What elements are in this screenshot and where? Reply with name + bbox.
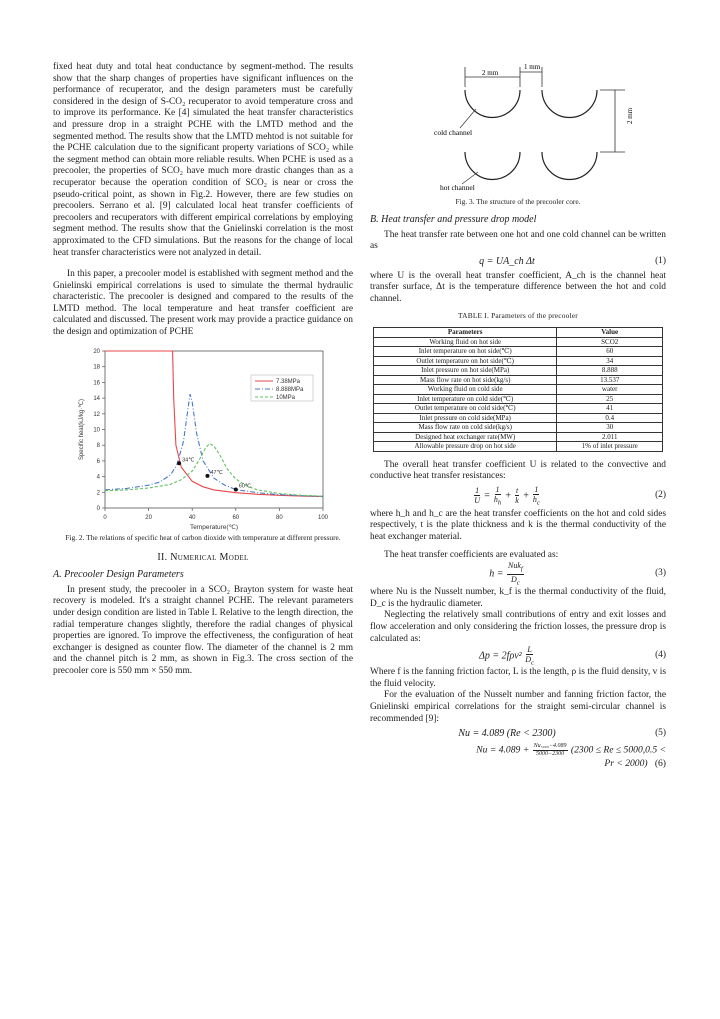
plot-frame xyxy=(105,351,323,508)
table-cell-parameter: Inlet pressure on cold side(MPa) xyxy=(374,413,557,423)
dim-label-2mm: 2 mm xyxy=(482,69,499,77)
table-caption: TABLE I. Parameters of the precooler xyxy=(458,310,578,320)
table-row xyxy=(374,432,663,442)
subsection-title: B. Heat transfer and pressure drop model xyxy=(370,214,537,225)
section-title: II. Numerical Model xyxy=(157,551,249,563)
y-tick-label: 6 xyxy=(96,458,100,465)
table-row xyxy=(374,394,663,404)
body-paragraph: In present study, the precooler in a SCO₂ Brayton system for waste heat recovery is modeled. It's a straight channel PCHE. The relevant parameters under design condition are listed in Table I. Relative to the length direction, the radial temperature changes slightly, therefore the radial changes of physical properties are ignored. To improve the effectiveness, the configuration of heat exchanger is designed as counter flow. The diameter of the channel is 2 mm and the channel pitch is 2 mm, as shown in Fig.3. The cross section of the precooler core is 550 mm × 550 mm. xyxy=(53,584,353,676)
marker-label: 60℃ xyxy=(238,483,252,490)
table-row xyxy=(374,404,663,414)
table-cell-value: 2.011 xyxy=(557,432,663,442)
table-cell-value: 34 xyxy=(557,356,663,366)
fig3-caption: Fig. 3. The structure of the precooler core. xyxy=(455,197,581,206)
y-axis-label: Specific heat(kJ/kg·℃) xyxy=(79,398,85,460)
table-cell-parameter: Working fluid on hot side xyxy=(374,337,557,347)
equation-2: $\frac{1}{U}$ = $\frac{1}{h_h}$ + $\frac{t}{k}$ + $\frac{1}{h_c}$ (2) xyxy=(474,484,666,507)
x-axis-label: Temperature(℃) xyxy=(189,523,239,531)
table-cell-value: 41 xyxy=(557,404,663,414)
table-cell-value: 25 xyxy=(557,394,663,404)
body-paragraph: The heat transfer coefficients are evaluated as: xyxy=(384,549,559,560)
table-row xyxy=(374,337,663,347)
fig3-diagram xyxy=(370,62,666,197)
marker-point xyxy=(177,461,181,465)
y-tick-label: 10 xyxy=(93,427,100,434)
table-cell-parameter: Designed heat exchanger rate(MW) xyxy=(374,432,557,442)
table-cell-parameter: Outlet temperature on hot side(℃) xyxy=(374,356,557,366)
table-cell-value: 13.537 xyxy=(557,375,663,385)
right-column xyxy=(370,62,666,770)
table-cell-value: 1% of inlet pressure xyxy=(557,442,663,452)
table-row xyxy=(374,423,663,433)
equation-3: h = $\frac{Nuk_f}{D_c}$ (3) xyxy=(489,561,666,587)
body-paragraph: The heat transfer rate between one hot and one cold channel can be written as xyxy=(370,229,666,252)
y-tick-label: 4 xyxy=(96,474,100,481)
legend-label: 10MPa xyxy=(276,394,296,401)
x-tick-label: 40 xyxy=(188,514,196,521)
equation-5: Nu = 4.089 (Re < 2300) (5) xyxy=(458,728,666,740)
table-cell-parameter: Inlet temperature on cold side(℃) xyxy=(374,394,557,404)
table-cell-parameter: Working fluid on cold side xyxy=(374,385,557,395)
legend-label: 7.38MPa xyxy=(276,378,301,385)
hot-channel-shape xyxy=(542,152,597,180)
y-tick-label: 0 xyxy=(96,505,100,512)
body-paragraph: fixed heat duty and total heat conductance by segment-method. The results show that the sharp changes of properties have significant influences on the performance of recuperator, and the design parameters must be carefully considered in the design of S-CO₂ recuperator to avoid temperature cross and to improve its performance. Ke [4] simulated the heat transfer characteristics and pressure drop in a straight PCHE with the LMTD method and the segmented method. The results show that the LMTD mehtod is not suitable for the PCHE calculation due to the significant property variations of SCO₂ while the segment method can obtain more reliable results. When PCHE is used as a precooler, the properties of SCO₂ have much more drastic changes than as a recuperator because the operation condition of SCO₂ is near or cross the pseudo-critical point, as shown in Fig.2. However, there are few studies on precoolers. Serrano et al. [9] calculated local heat transfer coefficients of precoolers and recuperators with different empirical correlations by employing segment method. The results show that the Gnielinski correlation is the most approximated to the CFD simulations. But the reasons for the change of local heat transfer characteristics were not analyzed in detail. xyxy=(53,62,353,258)
y-tick-label: 12 xyxy=(93,411,100,418)
table-cell-parameter: Mass flow rate on cold side(kg/s) xyxy=(374,423,557,433)
x-tick-label: 60 xyxy=(232,514,240,521)
table-cell-parameter: Inlet pressure on hot side(MPa) xyxy=(374,366,557,376)
body-paragraph: In this paper, a precooler model is established with segment method and the Gnielinski empirical correlations is used to simulate the thermal hydraulic characteristic. The precooler is designed and compared to the results of the LMTD method. The local temperature and heat transfer coefficient are calculated and discussed. The present work may provide a practice guidance on the design and optimization of PCHE xyxy=(53,269,353,338)
marker-point xyxy=(234,487,238,491)
table-header: Value xyxy=(557,328,663,338)
table-cell-parameter: Mass flow rate on hot side(kg/s) xyxy=(374,375,557,385)
y-tick-label: 8 xyxy=(96,442,100,449)
table-cell-parameter: Allowable pressure drop on hot side xyxy=(374,442,557,452)
y-tick-label: 18 xyxy=(93,364,100,371)
table-row xyxy=(374,375,663,385)
table-row xyxy=(374,356,663,366)
table-cell-value: 0.4 xyxy=(557,413,663,423)
y-tick-label: 2 xyxy=(96,489,100,496)
table-cell-value: SCO2 xyxy=(557,337,663,347)
fig2-caption: Fig. 2. The relations of specific heat of carbon dioxide with temperature at different pressure. xyxy=(65,532,341,542)
table-cell-value: 8.888 xyxy=(557,366,663,376)
table-row xyxy=(374,442,663,452)
body-paragraph: where U is the overall heat transfer coefficient, A_ch is the channel heat transfer surface, Δt is the temperature difference between the hot and cold channel. xyxy=(370,270,666,304)
left-column xyxy=(53,62,353,678)
y-tick-label: 16 xyxy=(93,380,100,387)
x-tick-label: 80 xyxy=(276,514,283,521)
table-cell-value: 60 xyxy=(557,347,663,357)
y-tick-label: 14 xyxy=(93,395,100,402)
x-tick-label: 0 xyxy=(103,514,107,521)
body-paragraph: where h_h and h_c are the heat transfer coefficients on the hot and cold sides respectively, t is the plate thickness and k is the thermal conductivity of the heat exchanger material. xyxy=(370,508,666,543)
body-paragraph: Neglecting the relatively small contributions of entry and exit losses and flow acceleration and only considering the friction losses, the pressure drop is calculated as: xyxy=(370,610,666,644)
series-line-8.888MPa xyxy=(105,394,323,496)
legend-label: 8.888MPa xyxy=(276,386,304,393)
body-paragraph: Where f is the fanning friction factor, L is the length, ρ is the fluid density, v is the fluid velocity. xyxy=(370,667,666,689)
fig2-chart xyxy=(53,343,353,533)
cold-channel-shape xyxy=(465,90,520,118)
table-header: Parameters xyxy=(374,328,557,338)
dim-label-1mm: 1 mm xyxy=(524,63,541,71)
table-row xyxy=(374,413,663,423)
cold-channel-shape xyxy=(542,90,597,118)
marker-label: 34℃ xyxy=(182,456,195,463)
dim-label-2mm-side: 2 mm xyxy=(626,107,634,124)
hot-channel-label: hot channel xyxy=(440,183,475,192)
body-paragraph: The overall heat transfer coefficient U is related to the convective and conductive heat transfer resistances: xyxy=(370,459,666,482)
equation-4: Δp = 2fρv² $\frac{L}{D_c}$ (4) xyxy=(479,644,666,667)
table-row xyxy=(374,366,663,376)
table-row xyxy=(374,385,663,395)
equation-1: q = UA_ch Δt (1) xyxy=(479,255,666,267)
parameters-table xyxy=(373,327,663,452)
subsection-title: A. Precooler Design Parameters xyxy=(53,569,184,581)
table-row xyxy=(374,347,663,357)
body-paragraph: For the evaluation of the Nusselt number and fanning friction factor, the Gnielinski empirical correlations for the straight semi-circular channel is recommended [9]: xyxy=(370,690,666,724)
equation-6: Nu = 4.089 + $\frac{\text{Nu₅₀₀₀−4.089}}{5000-2300}$ (2300 ≤ Re ≤ 5000,0.5 < Pr < 2000) (6) xyxy=(476,743,666,770)
table-cell-parameter: Outlet temperature on cold side(℃) xyxy=(374,404,557,414)
x-tick-label: 100 xyxy=(317,514,329,521)
y-tick-label: 20 xyxy=(93,348,100,355)
marker-point xyxy=(205,473,209,477)
x-tick-label: 20 xyxy=(145,514,152,521)
cold-channel-label: cold channel xyxy=(434,128,473,137)
marker-label: 47℃ xyxy=(210,469,223,476)
table-cell-parameter: Inlet temperature on hot side(℃) xyxy=(374,347,557,357)
body-paragraph: where Nu is the Nusselt number, k_f is the thermal conductivity of the fluid, D_c is the hydraulic diameter. xyxy=(370,587,666,609)
table-cell-value: 30 xyxy=(557,423,663,433)
table-cell-value: water xyxy=(557,385,663,395)
